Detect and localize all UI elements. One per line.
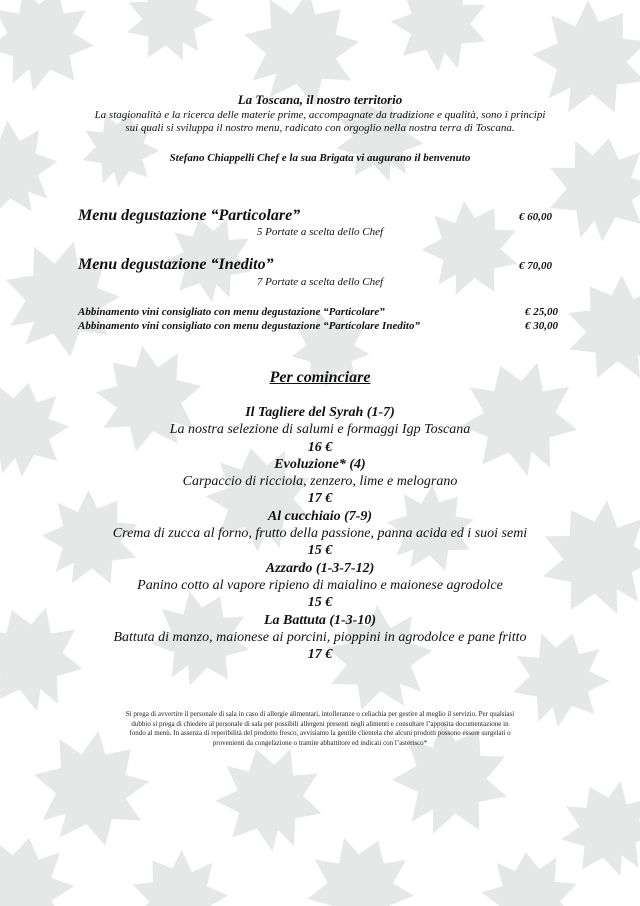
dish-description: Crema di zucca al forno, frutto della passione, panna acida ed i suoi semi <box>112 526 528 542</box>
allergen-notice-line: provenienti da congelazione o tramite abbattitore ed indicati con l’asterisco* <box>212 738 428 747</box>
tasting-menu-particolare-price: € 60,00 <box>519 211 552 223</box>
dish-price: 15 € <box>307 595 333 611</box>
dish-name: Evoluzione* (4) <box>274 456 366 472</box>
allergen-notice <box>78 710 562 748</box>
intro-line: La stagionalità e la ricerca delle materie prime, accompagnate da tradizione e qualità, sono i principi <box>94 109 546 121</box>
dish-name: Azzardo (1-3-7-12) <box>265 560 375 576</box>
dish-price: 17 € <box>307 647 333 663</box>
wine-pairing-particolare-price: € 25,00 <box>525 306 558 318</box>
dish-item <box>0 456 640 508</box>
dish-list <box>0 404 640 663</box>
page-title: La Toscana, il nostro territorio <box>237 92 403 107</box>
tasting-menu-inedito-price: € 70,00 <box>519 260 552 272</box>
tasting-menu-inedito-name: Menu degustazione “Inedito” <box>78 256 274 273</box>
dish-item <box>0 612 640 664</box>
dish-name: La Battuta (1-3-10) <box>264 612 376 628</box>
dish-price: 17 € <box>307 491 333 507</box>
allergen-notice-line: fondo al menù. In assenza di reperibilità del prodotto fresco, avvisiamo la gentile clientela che alcuni prodotti possono essere surgelati o <box>129 729 511 738</box>
dish-name: Al cucchiaio (7-9) <box>267 508 373 524</box>
welcome-message: Stefano Chiappelli Chef e la sua Brigata vi augurano il benvenuto <box>169 152 471 164</box>
intro-line: sui quali si sviluppa il nostro menu, radicato con orgoglio nella nostra terra di Toscana. <box>125 122 515 134</box>
dish-price: 16 € <box>307 439 333 455</box>
wine-pairing-inedito-label: Abbinamento vini consigliato con menu degustazione “Particolare Inedito” <box>78 320 420 332</box>
dish-name: Il Tagliere del Syrah (1-7) <box>245 405 395 420</box>
wine-pairing-inedito-price: € 30,00 <box>525 320 558 332</box>
wine-pairing-particolare-label: Abbinamento vini consigliato con menu degustazione “Particolare” <box>78 306 385 318</box>
dish-price: 15 € <box>307 543 333 559</box>
dish-item <box>0 508 640 560</box>
allergen-notice-line: Si prega di avvertire il personale di sala in caso di allergie alimentari, intolleranze o celiachia per gestire al meglio il servizio. Per qualsiasi <box>125 710 515 718</box>
dish-description: Panino cotto al vapore ripieno di maialino e maionese agrodolce <box>137 577 503 593</box>
dish-description: Battuta di manzo, maionese ai porcini, pioppini in agrodolce e pane fritto <box>113 629 527 645</box>
tasting-menu-inedito-description: 7 Portate a scelta dello Chef <box>256 276 384 288</box>
tasting-menu-particolare-name: Menu degustazione “Particolare” <box>78 207 301 224</box>
dish-description: La nostra selezione di salumi e formaggi Igp Toscana <box>169 422 471 438</box>
allergen-notice-line: dubbio si prega di chiedere al personale di sala per possibili allergeni presenti negli alimenti e consultare l’apposita documentazione in <box>131 719 509 728</box>
section-title: Per cominciare <box>269 369 371 386</box>
dish-item <box>0 404 640 456</box>
dish-description: Carpaccio di ricciola, zenzero, lime e melograno <box>182 474 458 490</box>
intro-text <box>60 109 580 135</box>
tasting-menu-particolare-description: 5 Portate a scelta dello Chef <box>256 226 384 238</box>
dish-item <box>0 560 640 612</box>
